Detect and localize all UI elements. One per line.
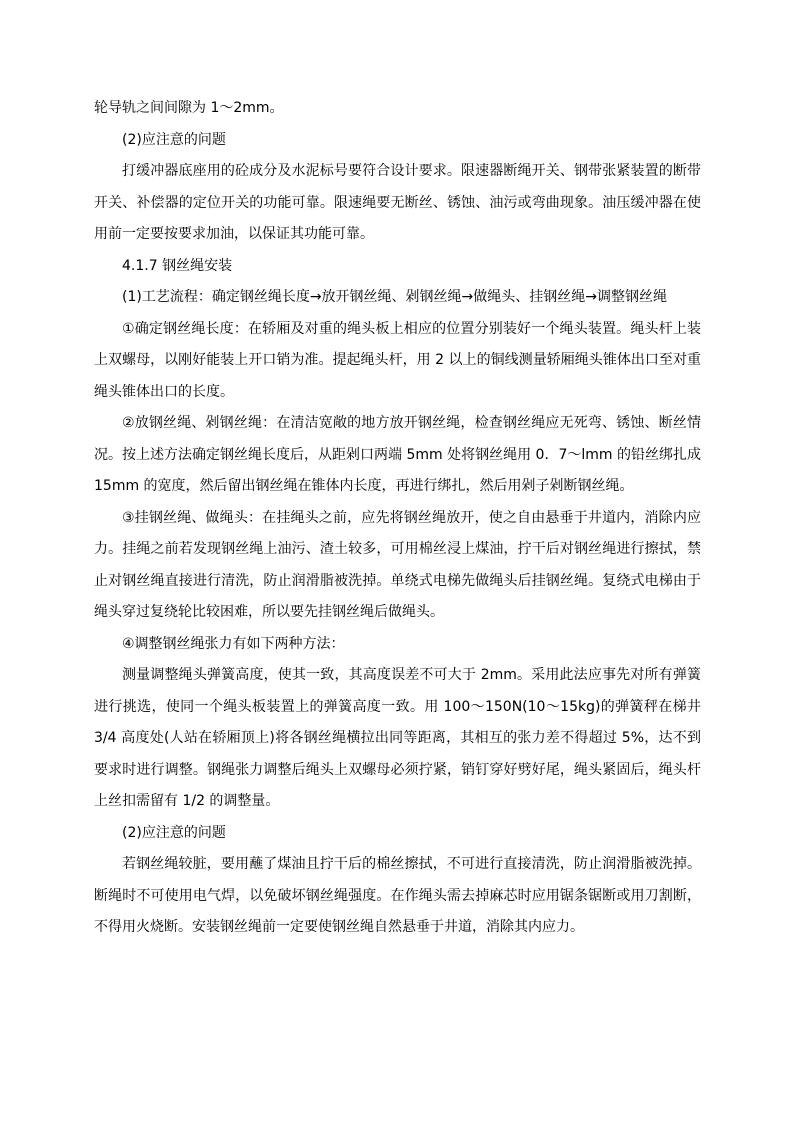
document-body [94, 93, 701, 944]
paragraph-tension-method: 测量调整绳头弹簧高度，使其一致，其高度误差不可大于 2mm。采用此法应事先对所有弹簧进行挑选，使同一个绳头板装置上的弹簧高度一致。用 100～150N(10～15kg)的弹簧秤在梯井 3/4 高度处(人站在轿厢顶上)将各钢丝绳横拉出同等距离，其相互的张力差不得超过 5%，达不到要求时进行调整。钢绳张力调整后绳头上双螺母必须拧紧，销钉穿好劈好尾，绳头紧固后，绳头杆上丝扣需留有 1/2 的调整量。 [94, 667, 701, 809]
heading-notes-1: (2)应注意的问题 [122, 131, 226, 148]
paragraph-step-3: ③挂钢丝绳、做绳头：在挂绳头之前，应先将钢丝绳放开，使之自由悬垂于井道内，消除内应力。挂绳之前若发现钢丝绳上油污、渣土较多，可用棉丝浸上煤油，拧干后对钢丝绳进行擦拭，禁止对钢丝绳直接进行清洗，防止润滑脂被洗掉。单绕式电梯先做绳头后挂钢丝绳。复绕式电梯由于绳头穿过复绕轮比较困难，所以要先挂钢丝绳后做绳头。 [94, 509, 701, 620]
paragraph-step-1: ①确定钢丝绳长度：在轿厢及对重的绳头板上相应的位置分别装好一个绳头装置。绳头杆上装上双螺母，以刚好能装上开口销为准。提起绳头杆，用 2 以上的铜线测量轿厢绳头锥体出口至对重绳头锥体出口的长度。 [94, 320, 701, 400]
paragraph-buffer-requirements: 打缓冲器底座用的砼成分及水泥标号要符合设计要求。限速器断绳开关、钢带张紧装置的断带开关、补偿器的定位开关的功能可靠。限速绳要无断丝、锈蚀、油污或弯曲现象。油压缓冲器在使用前一定要按要求加油，以保证其功能可靠。 [94, 163, 701, 242]
paragraph-process-flow: (1)工艺流程：确定钢丝绳长度→放开钢丝绳、剁钢丝绳→做绳头、挂钢丝绳→调整钢丝绳 [122, 289, 668, 305]
heading-notes-2: (2)应注意的问题 [122, 824, 226, 841]
paragraph-cleaning-notes: 若钢丝绳较脏，要用蘸了煤油且拧干后的棉丝擦拭，不可进行直接清洗，防止润滑脂被洗掉。断绳时不可使用电气焊，以免破坏钢丝绳强度。在作绳头需去掉麻芯时应用锯条锯断或用刀割断，不得用火烧断。安装钢丝绳前一定要使钢丝绳自然悬垂于井道，消除其内应力。 [94, 856, 701, 935]
paragraph-step-4-heading: ④调整钢丝绳张力有如下两种方法： [122, 635, 345, 652]
paragraph-gap-continuation: 轮导轨之间间隙为 1～2mm。 [94, 100, 284, 116]
section-heading-4-1-7: 4.1.7 钢丝绳安装 [122, 257, 233, 274]
paragraph-step-2: ②放钢丝绳、剁钢丝绳：在清洁宽敞的地方放开钢丝绳，检查钢丝绳应无死弯、锈蚀、断丝情况。按上述方法确定钢丝绳长度后，从距剁口两端 5mm 处将钢丝绳用 0．7～lmm 的铅丝绑扎成 15mm 的宽度，然后留出钢丝绳在锥体内长度，再进行绑扎，然后用剁子剁断钢丝绳。 [94, 415, 701, 494]
